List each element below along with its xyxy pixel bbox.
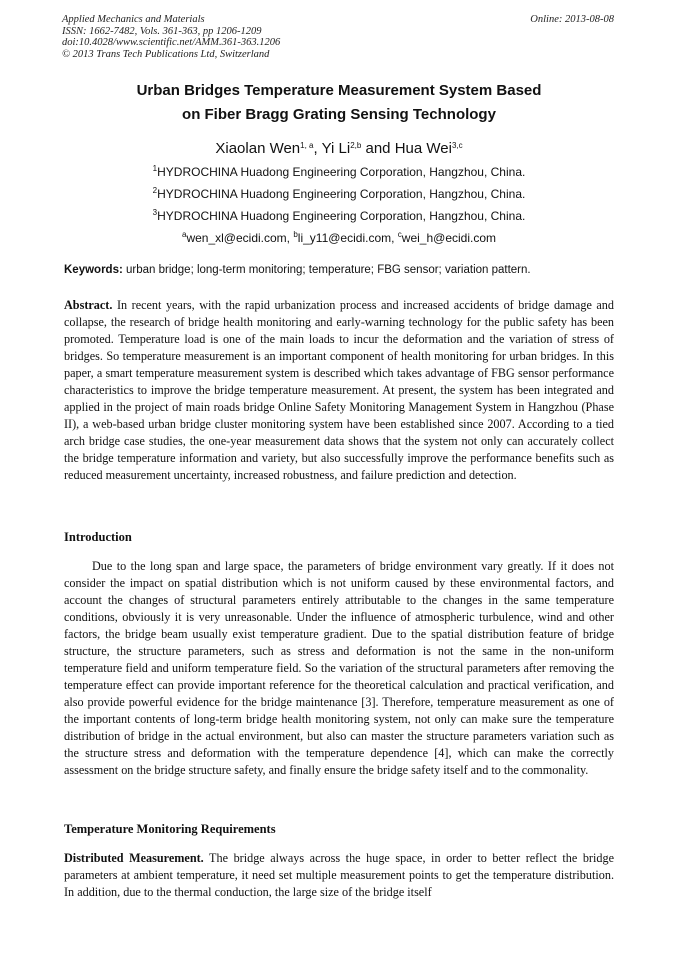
keywords <box>64 264 624 276</box>
email-list: $^a$wen_xl@ecidi.com, $^b$li_y11@ecidi.com, $^c$wei_h@ecidi.com <box>181 230 496 245</box>
section-heading-introduction: Introduction <box>64 530 132 544</box>
abstract-label: Abstract. <box>64 298 113 312</box>
author-superscript: 1, a <box>300 141 314 150</box>
author-list <box>0 140 678 157</box>
requirements-text: The bridge always across the huge space, in order to better reflect the bridge parameters at ambient temperature, it need set multiple measurement points to get the temperature distribution. In addition, due to the thermal conduction, the large size of the bridge itself <box>64 851 614 899</box>
email-link[interactable]: wei_h@ecidi.com <box>401 231 496 245</box>
online-date: Online: 2013-08-08 <box>530 14 614 25</box>
section-heading-requirements: Temperature Monitoring Requirements <box>64 822 276 836</box>
abstract-text: In recent years, with the rapid urbanization process and increased accidents of bridge damage and collapse, the research of bridge health monitoring and early-warning technology for the public safety has been promoted. Temperature load is one of the main loads to incur the deformation and the variation of stress of bridges. So temperature measurement is an important component of health monitoring for urban bridges. In this paper, a smart temperature measurement system is described which takes advantage of FBG sensor performance characteristics to improve the bridge temperature measurement. At present, the system has been integrated and applied in the project of main roads bridge Online Safety Monitoring Management System in Hangzhou (Phase II), a web-based urban bridge cluster monitoring system have been established since 2007. According to a tied arch bridge case studies, the one-year measurement data shows that the system not only can accurately collect the bridge temperature information and variety, but also successfully improve the performance benefits such as reduced measurement uncertainty, increased robustness, and failure prediction and detection. <box>64 298 614 482</box>
email-link[interactable]: li_y11@ecidi.com, <box>297 231 398 245</box>
author-separator: , <box>313 140 322 157</box>
journal-name: Applied Mechanics and Materials <box>62 14 205 25</box>
author-name: Xiaolan Wen <box>215 140 301 157</box>
author-superscript: 3,c <box>451 141 463 150</box>
doi-line: doi:10.4028/www.scientific.net/AMM.361-363.1206 <box>62 37 281 48</box>
affiliation-2: $^2$HYDROCHINA Huadong Engineering Corporation, Hangzhou, China. <box>152 186 526 201</box>
keywords-text: urban bridge; long-term monitoring; temperature; FBG sensor; variation pattern. <box>122 264 531 276</box>
journal-header <box>62 14 280 60</box>
requirements-paragraph <box>64 850 614 901</box>
author-name: Hua Wei <box>394 140 452 157</box>
subsection-label: Distributed Measurement. <box>64 851 204 865</box>
affiliation-1: $^1$HYDROCHINA Huadong Engineering Corporation, Hangzhou, China. <box>152 164 526 179</box>
keywords-label: Keywords: <box>64 264 123 276</box>
abstract <box>64 297 614 484</box>
issn-line: ISSN: 1662-7482, Vols. 361-363, pp 1206-1209 <box>62 25 262 37</box>
paper-title-line-2: on Fiber Bragg Grating Sensing Technology <box>182 106 496 123</box>
copyright-line: © 2013 Trans Tech Publications Ltd, Switzerland <box>62 48 270 60</box>
paper-title-line-1: Urban Bridges Temperature Measurement System Based <box>136 82 542 99</box>
email-link[interactable]: wen_xl@ecidi.com, <box>186 231 294 245</box>
introduction-paragraph: Due to the long span and large space, the parameters of bridge environment vary greatly. If it does not consider the impact on spatial distribution which is not uniform caused by these environmental factors, and account the changes of structural parameters entirely attributable to the changes in the same temperature conditions, obviously it is very unreasonable. Under the influence of atmospheric turbulence, wind and other factors, the bridge beam usually exist temperature gradient. Due to the spatial distribution feature of bridge structure, the structure parameters, such as stress and deformation is not the same in the non-uniform temperature field and uniform temperature field. So the variation of the structural parameters after removing the temperature effect can provide important reference for the theoretical calculation and practical verification, and also provide powerful evidence for the bridge maintenance [3]. Therefore, temperature measurement as one of the important contents of long-term bridge health monitoring system, not only can make sure the temperature distribution of bridge in the actual environment, but also can master the structure parameters variation such as the structure stress and deformation with the temperature dependence [4], which can make the correctly assessment on the bridge structure safety, and finally ensure the bridge safety itself and to the commonality. <box>64 559 614 777</box>
author-superscript: 2,b <box>350 141 362 150</box>
author-name: Yi Li <box>321 140 351 157</box>
affiliation-3: $^3$HYDROCHINA Huadong Engineering Corporation, Hangzhou, China. <box>152 208 526 223</box>
author-separator: and <box>361 140 395 157</box>
